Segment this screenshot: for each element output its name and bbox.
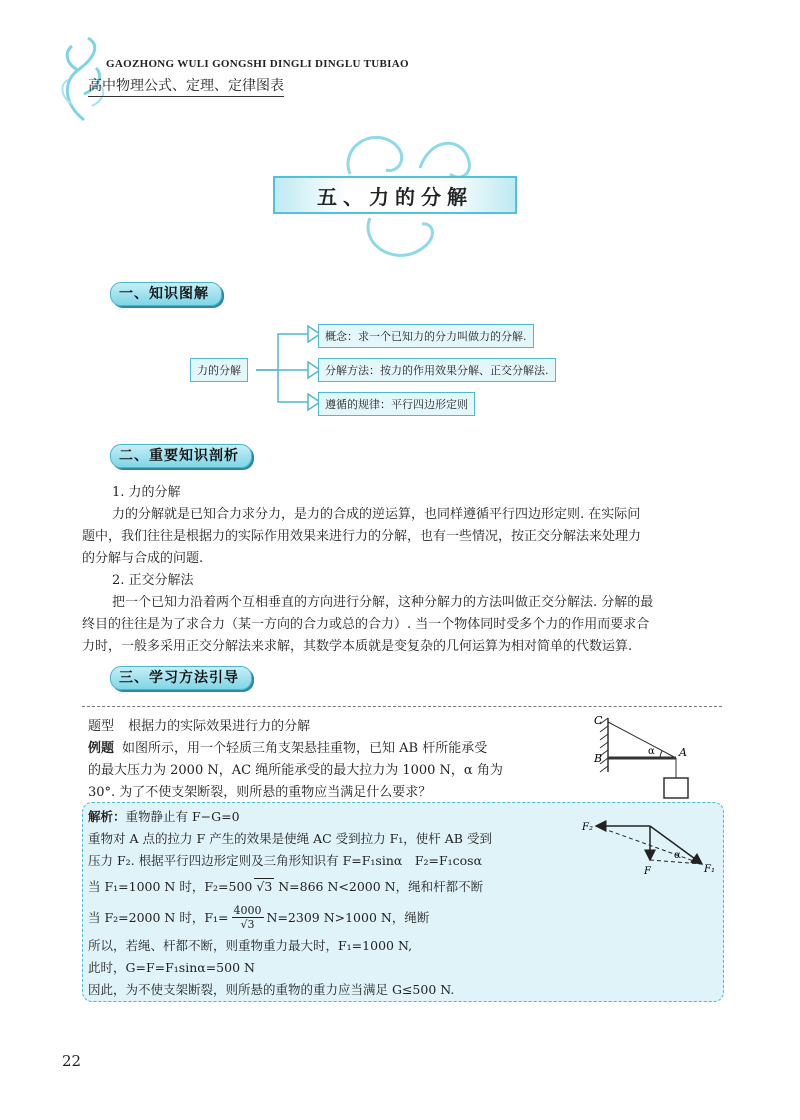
header-en-title: GAOZHONG WULI GONGSHI DINGLI DINGLU TUBIAO (106, 58, 409, 70)
label-alpha: α (648, 746, 655, 757)
concept-branch-method: 分解方法：按力的作用效果分解、正交分解法. (318, 358, 556, 382)
example-line: 如图所示，用一个轻质三角支架悬挂重物，已知 AB 杆所能承受 (122, 741, 488, 756)
label-alpha2: α (674, 850, 681, 861)
resultant-dashed (596, 826, 702, 864)
sqrt-term: √3 (256, 879, 273, 894)
example-label: 例题 (88, 741, 115, 756)
analysis-text (88, 806, 588, 1001)
label-a: A (679, 746, 687, 759)
topic-text: 根据力的实际效果进行力的分解 (128, 719, 311, 734)
concept-branch-definition: 概念：求一个已知力的分力叫做力的分解. (318, 324, 534, 348)
header-cn-title: 高中物理公式、定理、定律图表 (88, 75, 284, 97)
fraction-radicand: 3 (247, 918, 255, 931)
f1-suffix: N=866 N<2000 N，绳和杆都不断 (274, 879, 484, 894)
section2-heading: 二、重要知识剖析 (110, 444, 252, 468)
label-f2: F₂ (582, 822, 593, 833)
example-block (88, 738, 568, 804)
analysis-line: 压力 F₂. 根据平行四边形定则及三角形知识有 F=F₁sinα F₂=F₁cosα (88, 853, 483, 868)
fraction-numerator: 4000 (233, 904, 262, 917)
analysis-line-f2 (88, 904, 588, 931)
fraction (232, 904, 264, 931)
hanging-weight (664, 778, 688, 798)
f2-prefix: 当 F₂=2000 N 时，F₁= (88, 909, 229, 925)
fraction-denominator: √3 (240, 918, 255, 931)
paragraph-line: 把一个已知力沿着两个互相垂直的方向进行分解，这种分解力的方法叫做正交分解法. 分解的最 (112, 595, 654, 610)
label-f1: F₁ (704, 864, 715, 875)
analysis-line: 因此，为不使支架断裂，则所悬的重物的重力应当满足 G≤500 N. (88, 982, 455, 997)
concept-branch-rule: 遵循的规律：平行四边形定则 (318, 392, 475, 416)
analysis-line: 重物对 A 点的拉力 F 产生的效果是使绳 AC 受到拉力 F₁，使杆 AB 受到 (88, 831, 492, 846)
paragraph-line: 的分解与合成的问题. (82, 551, 204, 566)
example-line: 30°. 为了不使支架断裂，则所悬的重物应当满足什么要求？ (88, 785, 432, 800)
force-diagram (578, 812, 718, 878)
section1-heading: 一、知识图解 (110, 282, 222, 306)
analysis-line-f1 (88, 876, 588, 898)
example-line: 的最大压力为 2000 N，AC 绳所能承受的最大拉力为 1000 N，α 角为 (88, 763, 503, 778)
analysis-label: 解析： (88, 809, 126, 824)
analysis-line: 此时，G=F=F₁sinα=500 N (88, 960, 255, 975)
paragraph-line: 终目的往往是为了求合力（某一方向的合力或总的合力）. 当一个物体同时受多个力的作用而要求合 (82, 617, 650, 632)
label-c: C (594, 714, 603, 727)
rope-ac (608, 722, 676, 758)
dashed-divider (82, 706, 722, 707)
topic-label: 题型 (88, 719, 115, 734)
chapter-title-box (273, 176, 517, 214)
paragraph-force-decomposition (82, 504, 722, 570)
f1-prefix: 当 F₁=1000 N 时，F₂=500 (88, 879, 253, 894)
paragraph-line: 力时，一般多采用正交分解法来求解，其数学本质就是变复杂的几何运算为相对简单的代数运算. (82, 639, 633, 654)
subheading-force-decomposition: 1. 力的分解 (112, 485, 181, 500)
subheading-orthogonal: 2. 正交分解法 (112, 573, 194, 588)
page-number: 22 (62, 1052, 82, 1070)
analysis-line: 重物静止有 F−G=0 (125, 809, 240, 824)
concept-root: 力的分解 (190, 358, 248, 382)
analysis-line: 所以，若绳、杆都不断，则重物重力最大时，F₁=1000 N, (88, 938, 413, 953)
bracket-figure (590, 712, 720, 804)
paragraph-line: 力的分解就是已知合力求分力，是力的合成的逆运算，也同样遵循平行四边形定则. 在实际问 (112, 507, 641, 522)
label-b: B (594, 752, 603, 765)
paragraph-orthogonal (82, 592, 722, 658)
sqrt-radicand: 3 (264, 879, 273, 894)
topic-line (88, 716, 310, 738)
paragraph-line: 题中，我们往往是根据力的实际作用效果来进行力的分解，也有一些情况，按正交分解法来处理力 (82, 529, 642, 544)
chapter-title: 五、力的分解 (317, 184, 473, 209)
f2-suffix: N=2309 N>1000 N，绳断 (266, 909, 430, 925)
section3-heading: 三、学习方法引导 (110, 666, 252, 690)
label-f: F (644, 866, 651, 877)
